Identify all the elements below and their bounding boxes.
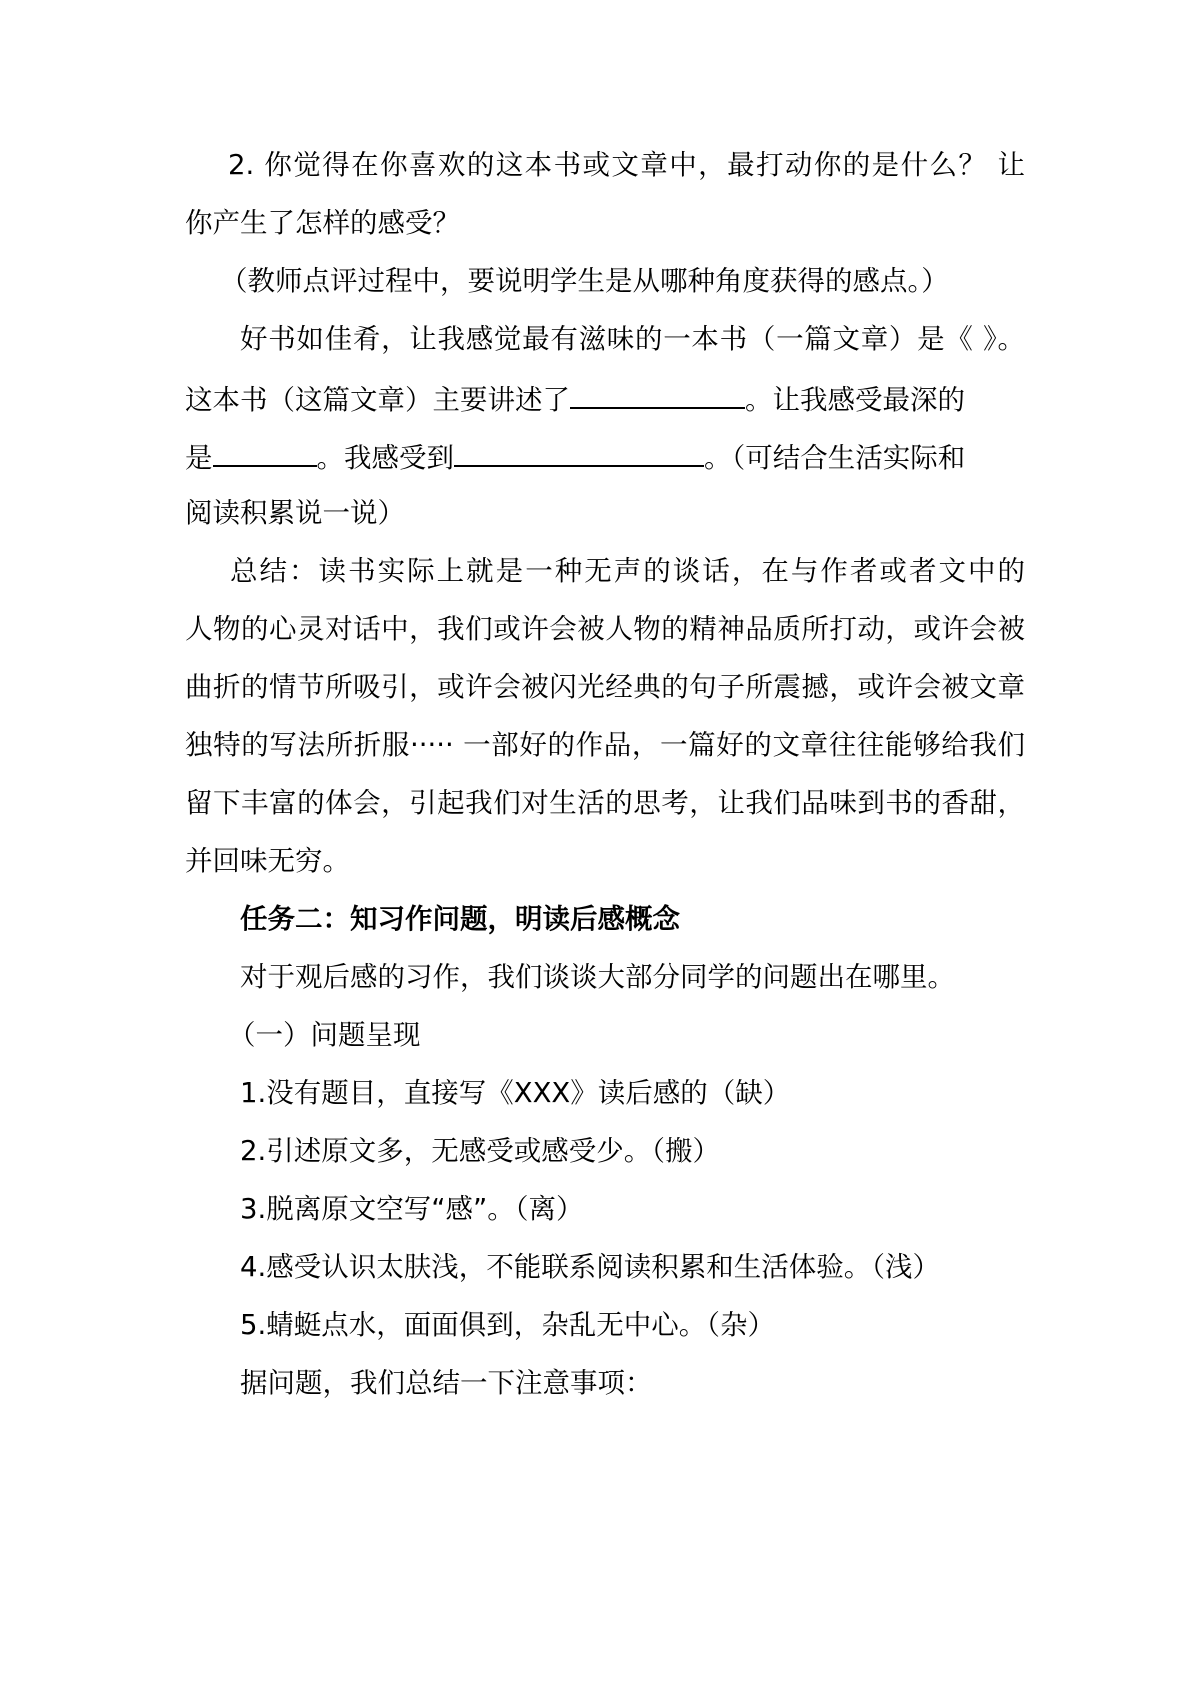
problem-item: 2.引述原文多，无感受或感受少。（搬） (240, 1135, 720, 1167)
problem-item: 1.没有题目，直接写《XXX》读后感的（缺） (240, 1077, 791, 1109)
template-line-3-middle: 。我感受到 (316, 442, 454, 474)
template-line-2 (185, 377, 1025, 420)
task-2-subheading: （一）问题呈现 (228, 1019, 421, 1051)
question-2-line-2: 你产生了怎样的感受？ (185, 207, 460, 239)
fill-blank-story[interactable] (570, 377, 745, 409)
template-line-3-prefix: 是 (185, 442, 213, 474)
fill-blank-deepest[interactable] (213, 435, 317, 467)
template-line-2-prefix: 这本书（这篇文章）主要讲述了 (185, 384, 570, 416)
template-line-3-suffix: 。（可结合生活实际和 (704, 442, 966, 474)
question-2-line-1: 2. 你觉得在你喜欢的这本书或文章中，最打动你的是什么？ 让 (228, 149, 1025, 181)
template-line-1: 好书如佳肴，让我感觉最有滋味的一本书（一篇文章）是《 》。 (240, 323, 1025, 355)
fill-blank-feeling[interactable] (454, 435, 704, 467)
teacher-note: （教师点评过程中，要说明学生是从哪种角度获得的感点。） (220, 265, 949, 297)
template-line-2-suffix: 。让我感受最深的 (745, 384, 965, 416)
summary-line-2: 人物的心灵对话中，我们或许会被人物的精神品质所打动，或许会被 (185, 613, 1025, 645)
summary-line-5: 留下丰富的体会，引起我们对生活的思考，让我们品味到书的香甜， (185, 787, 1025, 819)
closing-line: 据问题，我们总结一下注意事项： (240, 1367, 653, 1399)
summary-line-1: 总结：读书实际上就是一种无声的谈话，在与作者或者文中的 (230, 555, 1025, 587)
problem-item: 5.蜻蜓点水，面面俱到，杂乱无中心。（杂） (240, 1309, 775, 1341)
summary-line-6: 并回味无穷。 (185, 845, 350, 877)
template-line-4: 阅读积累说一说） (185, 497, 405, 529)
problem-item: 3.脱离原文空写“感”。（离） (240, 1193, 584, 1225)
problem-item: 4.感受认识太肤浅，不能联系阅读积累和生活体验。（浅） (240, 1251, 940, 1283)
summary-line-3: 曲折的情节所吸引，或许会被闪光经典的句子所震撼，或许会被文章 (185, 671, 1025, 703)
task-2-intro: 对于观后感的习作，我们谈谈大部分同学的问题出在哪里。 (240, 961, 955, 993)
template-line-3 (185, 435, 1025, 478)
task-2-heading: 任务二：知习作问题，明读后感概念 (240, 903, 680, 935)
summary-line-4: 独特的写法所折服····· 一部好的作品，一篇好的文章往往能够给我们 (185, 729, 1025, 761)
